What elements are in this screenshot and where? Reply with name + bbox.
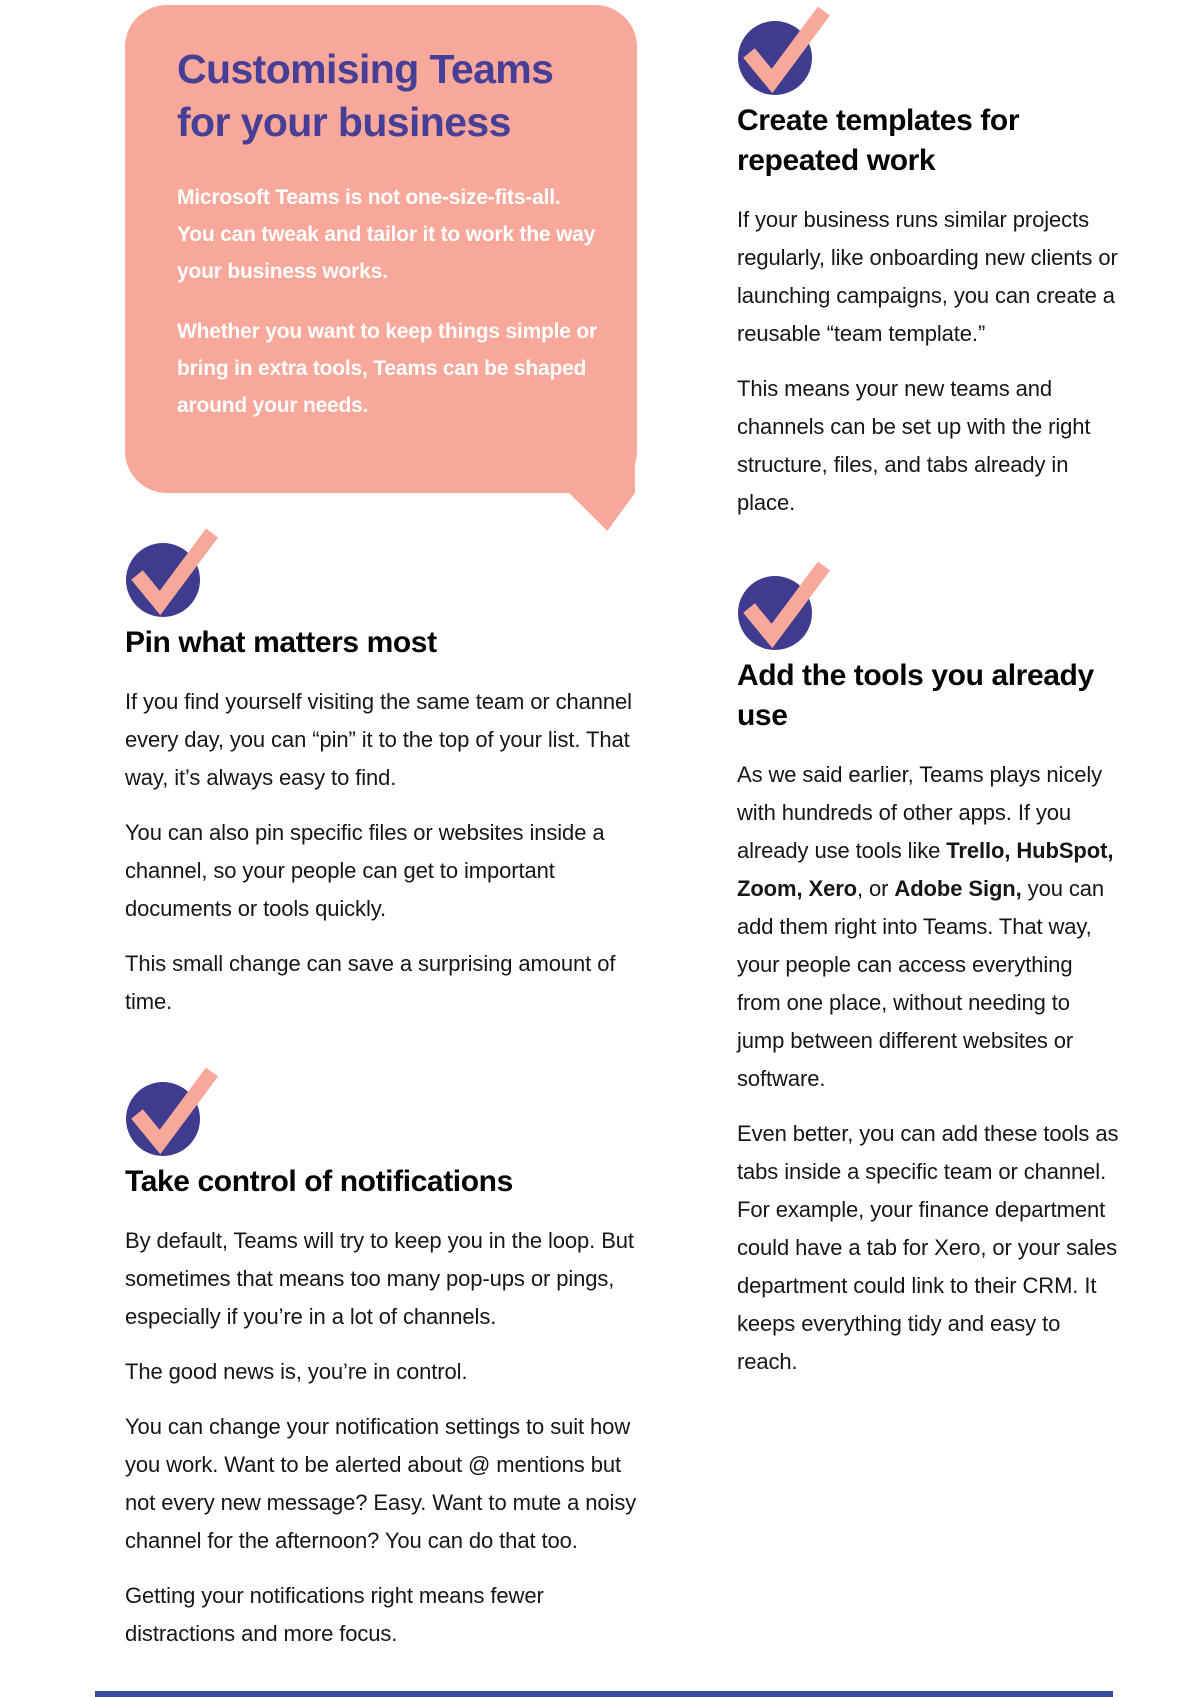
callout-title: Customising Teams for your business (177, 46, 554, 145)
section-paragraph: You can also pin specific files or websites inside a channel, so your people can get to important documents or tools quickly. (125, 820, 605, 921)
check-icon (125, 1066, 215, 1156)
section-paragraph: If you find yourself visiting the same team or channel every day, you can “pin” it to the top of your list. That way, it’s always easy to find. (125, 689, 632, 790)
section-paragraph: By default, Teams will try to keep you in the loop. But sometimes that means too many pop-ups or pings, especially if you’re in a lot of channels. (125, 1228, 634, 1329)
check-icon (737, 5, 827, 95)
section-paragraph: This means your new teams and channels can be set up with the right structure, files, and tabs already in place. (737, 376, 1091, 515)
right-column (737, 0, 1119, 1398)
section-heading: Pin what matters most (125, 626, 437, 659)
section-paragraph: Even better, you can add these tools as tabs inside a specific team or channel. For example, your finance department could have a tab for Xero, or your sales department could link to their CRM. It keeps everything tidy and easy to reach. (737, 1121, 1119, 1374)
section-paragraph: You can change your notification settings to suit how you work. Want to be alerted about @ mentions but not every new message? Easy. Want to mute a noisy channel for the afternoon? You can do that too. (125, 1414, 637, 1553)
section-paragraph: This small change can save a surprising amount of time. (125, 951, 616, 1014)
callout-paragraph: Whether you want to keep things simple or bring in extra tools, Teams can be shaped around your needs. (177, 320, 598, 417)
section-paragraph: Getting your notifications right means fewer distractions and more focus. (125, 1583, 544, 1646)
footer-accent-bar (95, 1691, 1113, 1697)
section-heading: Create templates for repeated work (737, 104, 1020, 177)
check-icon (125, 527, 215, 617)
left-column (125, 0, 637, 1670)
callout-paragraph: Microsoft Teams is not one-size-fits-all. You can tweak and tailor it to work the way your business works. (177, 186, 596, 283)
callout-bubble (125, 5, 637, 493)
section-heading: Take control of notifications (125, 1165, 513, 1198)
section-heading: Add the tools you already use (737, 659, 1094, 732)
check-icon (737, 560, 827, 650)
section-paragraph: If your business runs similar projects regularly, like onboarding new clients or launching campaigns, you can create a reusable “team template.” (737, 207, 1118, 346)
speech-bubble-tail (569, 459, 635, 531)
section-paragraph: As we said earlier, Teams plays nicely with hundreds of other apps. If you already use tools like Trello, HubSpot, Zoom, Xero, or Adobe Sign, you can add them right into Teams. That way, your people can access everything from one place, without needing to jump between different websites or software. (737, 762, 1114, 1091)
section-paragraph: The good news is, you’re in control. (125, 1359, 468, 1384)
